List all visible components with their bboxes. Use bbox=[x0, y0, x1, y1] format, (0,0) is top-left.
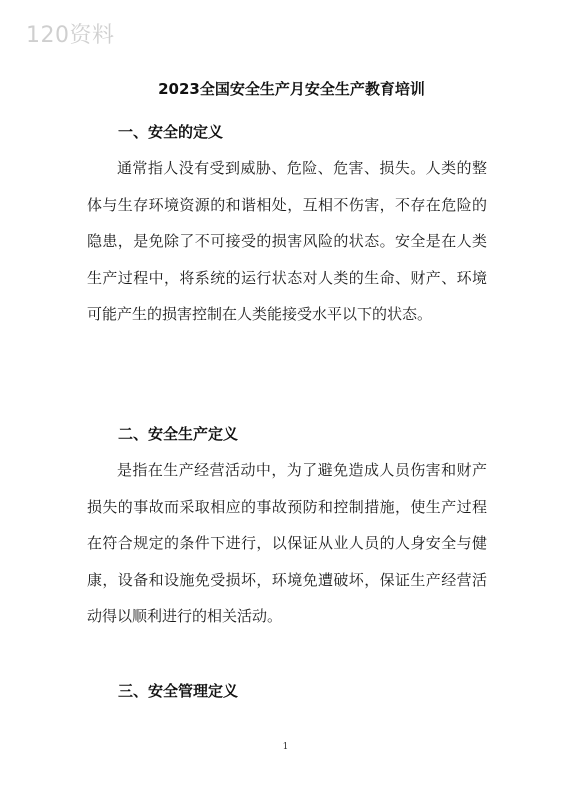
watermark: 120资料 bbox=[26, 23, 115, 48]
section-heading-3: 三、安全管理定义 bbox=[118, 682, 239, 700]
page-number: 1 bbox=[282, 742, 289, 752]
document-title: 2023全国安全生产月安全生产教育培训 bbox=[158, 80, 425, 98]
section-heading-2: 二、安全生产定义 bbox=[118, 425, 239, 443]
section-body-2: 是指在生产经营活动中，为了避免造成人员伤害和财产损失的事故而采取相应的事故预防和控制措施，使生产过程在符合规定的条件下进行，以保证从业人员的人身安全与健康，设备和设施免受损坏，环境免遭破坏，保证生产经营活动得以顺利进行的相关活动。 bbox=[87, 461, 487, 626]
section-body-1: 通常指人没有受到威胁、危险、危害、损失。人类的整体与生存环境资源的和谐相处，互相不伤害，不存在危险的隐患，是免除了不可接受的损害风险的状态。安全是在人类生产过程中，将系统的运行状态对人类的生命、财产、环境可能产生的损害控制在人类能接受水平以下的状态。 bbox=[87, 159, 487, 324]
section-heading-1: 一、安全的定义 bbox=[118, 123, 224, 141]
